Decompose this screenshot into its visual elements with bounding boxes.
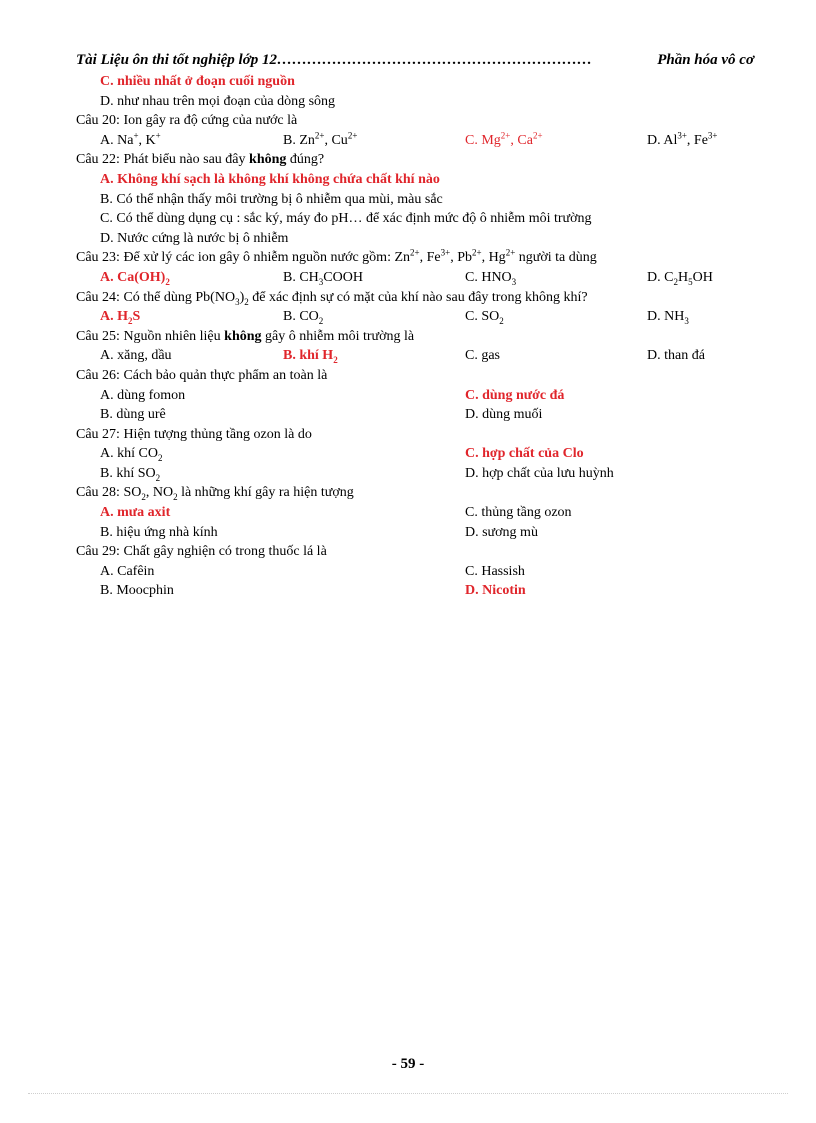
answer-b: B. khí $SO_2$ xyxy=(100,465,161,483)
answer-a: A. $Ca(OH)_2$ xyxy=(100,269,170,287)
answers-27-row2 xyxy=(76,464,746,484)
answer-line: C. nhiều nhất ở đoạn cuối nguồn xyxy=(100,74,295,89)
answer-a: A. xăng, dầu xyxy=(100,348,172,364)
question-23: Câu 23: Để xử lý các ion gây ô nhiễm nguồn nước gồm: $Zn^{2+}$, $Fe^{3+}$, $Pb^{2+}$, $Hg^{2+}$ người ta dùng xyxy=(76,247,597,266)
question-28: Câu 28: $SO_2$, $NO_2$ là những khí gây ra hiện tượng xyxy=(76,485,354,503)
answer-d: D. than đá xyxy=(647,348,705,364)
answer-b: B. khí $H_2$ xyxy=(283,348,338,366)
answer-a: A. dùng fomon xyxy=(100,387,186,403)
answer-a: A. mưa axit xyxy=(100,505,171,521)
answer-d: D. hợp chất của lưu huỳnh xyxy=(465,465,614,481)
page-header xyxy=(76,52,754,72)
answer-d: D. $Al^{3+}$, $Fe^{3+}$ xyxy=(647,130,718,148)
page-content xyxy=(76,52,754,601)
answer-d: D. $C_2H_5OH$ xyxy=(647,269,713,287)
answer-c: C. Hassish xyxy=(465,563,525,579)
answers-25 xyxy=(76,346,746,366)
answer-c: C. dùng nước đá xyxy=(465,387,565,403)
answer-a: A. $H_2S$ xyxy=(100,309,141,326)
question-29: Câu 29: Chất gây nghiện có trong thuốc lá là xyxy=(76,544,327,560)
answers-29-row1 xyxy=(76,562,746,582)
question-25: Câu 25: Nguồn nhiên liệu không gây ô nhiễm môi trường là xyxy=(76,328,415,344)
answers-27-row1 xyxy=(76,444,746,464)
question-26: Câu 26: Cách bảo quản thực phẩm an toàn là xyxy=(76,367,328,383)
question-24: Câu 24: Có thể dùng $Pb(NO_3)_2$ để xác định sự có mặt của khí nào sau đây trong không khí? xyxy=(76,289,588,307)
answer-c: C. $HNO_3$ xyxy=(465,269,517,287)
answer-d: D. Nicotin xyxy=(465,583,526,599)
answer-c: C. hợp chất của Clo xyxy=(465,446,584,462)
answer-c: C. gas xyxy=(465,348,500,364)
answers-29-row2 xyxy=(76,581,746,601)
answers-26-row2 xyxy=(76,405,746,425)
answer-c: C. thủng tầng ozon xyxy=(465,505,572,521)
answer-c: C. $SO_2$ xyxy=(465,309,504,326)
answer-b: B. $CH_3COOH$ xyxy=(283,269,363,287)
page-divider xyxy=(28,1093,788,1094)
answers-28-row1 xyxy=(76,503,746,523)
question-27: Câu 27: Hiện tượng thủng tầng ozon là do xyxy=(76,426,312,442)
answer-a: A. Na+, K+ xyxy=(100,130,161,148)
answer-c: C. Có thể dùng dụng cụ : sắc ký, máy đo pH… để xác định mức độ ô nhiễm môi trường xyxy=(100,211,592,227)
answer-b: B. Có thể nhận thấy môi trường bị ô nhiễm qua mùi, màu sắc xyxy=(100,191,443,207)
answer-d: D. $NH_3$ xyxy=(647,309,689,326)
answer-a: A. Không khí sạch là không khí không chứa chất khí nào xyxy=(100,171,440,187)
answer-d: D. sương mù xyxy=(465,524,538,540)
question-22: Câu 22: Phát biểu nào sau đây không đúng? xyxy=(76,152,325,168)
answer-d: D. Nước cứng là nước bị ô nhiễm xyxy=(100,230,289,246)
answer-a: A. Cafêin xyxy=(100,563,155,579)
header-section: Phần hóa vô cơ xyxy=(657,52,754,68)
answers-24 xyxy=(76,307,746,327)
answer-b: B. $CO_2$ xyxy=(283,309,324,326)
answer-d: D. dùng muối xyxy=(465,407,543,423)
header-title: Tài Liệu ôn thi tốt nghiệp lớp 12……………………………………………………… xyxy=(76,52,592,68)
answer-a: A. khí $CO_2$ xyxy=(100,446,163,464)
question-20: Câu 20: Ion gây ra độ cứng của nước là xyxy=(76,113,298,129)
answers-28-row2 xyxy=(76,523,746,543)
answer-b: B. dùng urê xyxy=(100,407,166,423)
answer-line: D. như nhau trên mọi đoạn của dòng sông xyxy=(100,93,336,109)
answer-c: C. $Mg^{2+}$, $Ca^{2+}$ xyxy=(465,130,543,148)
answer-b: B. hiệu ứng nhà kính xyxy=(100,524,218,540)
answers-26-row1 xyxy=(76,386,746,406)
answer-b: B. Moocphin xyxy=(100,583,174,599)
answers-20 xyxy=(76,131,746,151)
answer-b: B. $Zn^{2+}$, $Cu^{2+}$ xyxy=(283,130,358,148)
page-number: - 59 - xyxy=(391,1056,425,1072)
answers-23 xyxy=(76,268,746,288)
